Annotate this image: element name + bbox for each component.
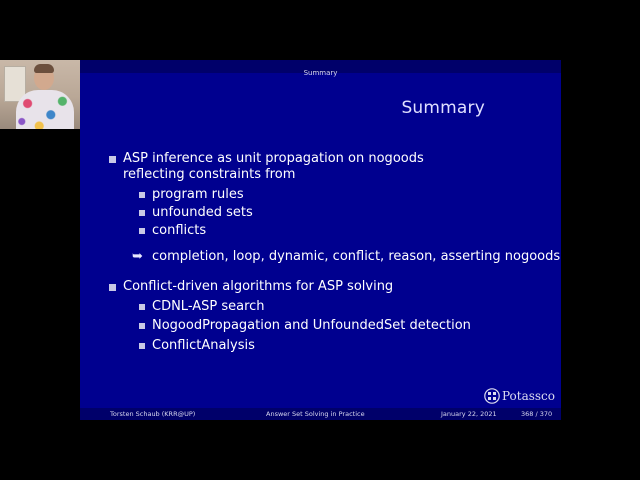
footer-author: Torsten Schaub (KRR@UP) (110, 410, 196, 418)
webcam-feed (0, 60, 92, 129)
sub-bullet-conflicts: conflicts (152, 223, 207, 238)
section-title[interactable]: Summary (303, 69, 338, 77)
sub-bullet-nogood-propagation: NogoodPropagation and UnfoundedSet detection (152, 318, 471, 333)
footer-bar (80, 408, 561, 420)
bullet-2: Conflict-driven algorithms for ASP solving (123, 279, 394, 294)
bullet-square-icon (139, 343, 145, 349)
bullet-square-icon (139, 323, 145, 329)
potassco-logo-icon (484, 388, 500, 404)
footer-date: January 22, 2021 (441, 410, 497, 418)
section-navigation-bar[interactable] (80, 60, 561, 77)
bullet-square-icon (139, 210, 145, 216)
footer-title: Answer Set Solving in Practice (266, 410, 365, 418)
sub-bullet-program-rules: program rules (152, 187, 244, 202)
potassco-logo-text: Potassco (501, 389, 555, 403)
bullet-1-line-1: ASP inference as unit propagation on nogoods (123, 151, 424, 166)
webcam-person-shirt (16, 90, 74, 129)
bullet-square-icon (139, 192, 145, 198)
bullet-square-icon (139, 228, 145, 234)
slide (80, 60, 561, 420)
bullet-square-icon (139, 304, 145, 310)
bullet-1-line-2: reflecting constraints from (123, 167, 296, 182)
potassco-logo (484, 388, 555, 404)
bullet-square-icon (109, 156, 116, 163)
curved-arrow-icon: ➥ (132, 249, 143, 264)
sub-bullet-cdnl-asp: CDNL-ASP search (152, 299, 265, 314)
sub-bullet-unfounded-sets: unfounded sets (152, 205, 253, 220)
arrow-conclusion: completion, loop, dynamic, conflict, reason, asserting nogoods (152, 249, 561, 264)
sub-bullet-conflict-analysis: ConflictAnalysis (152, 338, 255, 353)
footer-page-number: 368 / 370 (521, 410, 553, 418)
slide-title: Summary (401, 98, 485, 118)
webcam-person-hair (34, 64, 54, 73)
bullet-square-icon (109, 284, 116, 291)
